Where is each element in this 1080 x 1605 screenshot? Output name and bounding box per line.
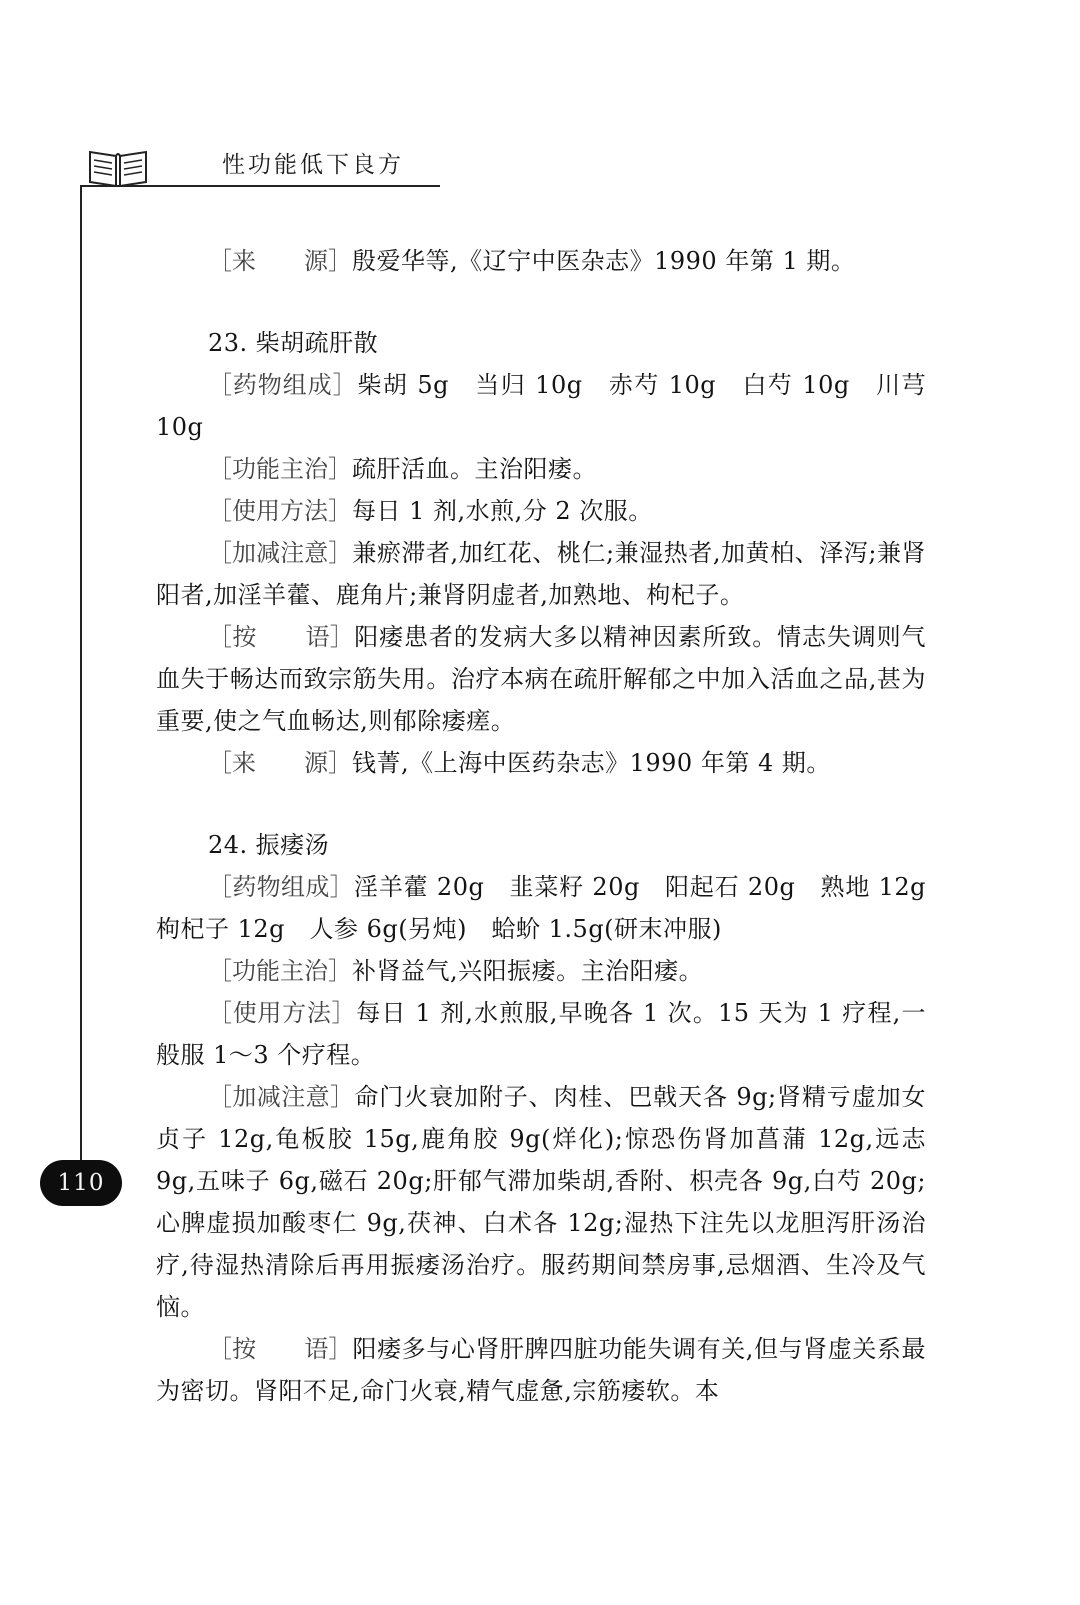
field-text: 阳痿多与心肾肝脾四脏功能失调有关,但与肾虚关系最为密切。肾阳不足,命门火衰,精气虚惫,宗筋痿软。本 [156,1335,926,1405]
paragraph-ingredients-23 [156,364,926,448]
page-number-tab: 110 [40,1160,122,1206]
field-text: 钱菁,《上海中医药杂志》1990 年第 4 期。 [352,749,831,777]
field-label: ［来 源］ [208,247,352,275]
recipe-number: 23. [208,329,248,357]
paragraph-comment-23 [156,616,926,742]
field-label: ［功能主治］ [208,455,352,483]
paragraph-ingredients-24 [156,866,951,950]
field-label: ［使用方法］ [208,497,352,525]
field-text: 每日 1 剂,水煎,分 2 次服。 [352,497,653,525]
paragraph-usage-23 [156,490,926,532]
field-label: ［使用方法］ [208,999,357,1027]
paragraph-function-24 [156,950,926,992]
paragraph-usage-24 [156,992,926,1076]
field-label: ［按 语］ [208,1335,353,1363]
field-label: ［加减注意］ [208,1083,355,1111]
field-text: 每日 1 剂,水煎服,早晚各 1 次。15 天为 1 疗程,一般服 1～3 个疗程。 [156,999,926,1069]
field-text: 命门火衰加附子、肉桂、巴戟天各 9g;肾精亏虚加女贞子 12g,龟板胶 15g,鹿角胶 9g(烊化);惊恐伤肾加菖蒲 12g,远志 9g,五味子 6g,磁石 20g;肝郁气滞加柴胡,香附、枳壳各 9g,白芍 20g;心脾虚损加酸枣仁 9g,茯神、白术各 12g;湿热下注先以龙胆泻肝汤治疗,待湿热清除后再用振痿汤治疗。服药期间禁房事,忌烟酒、生冷及气恼。 [156,1083,926,1321]
field-label: ［来 源］ [208,749,352,777]
paragraph-source-22 [156,240,926,282]
field-label: ［功能主治］ [208,957,352,985]
field-text: 殷爱华等,《辽宁中医杂志》1990 年第 1 期。 [352,247,856,275]
paragraph-modification-24 [156,1076,926,1328]
field-label: ［药物组成］ [208,371,358,399]
paragraph-modification-23 [156,532,926,616]
section-gap [156,282,926,322]
field-text: 疏肝活血。主治阳痿。 [352,455,597,483]
field-label: ［药物组成］ [208,873,354,901]
recipe-title: 振痿汤 [255,831,330,859]
header-rule [80,185,440,187]
body-text [156,240,951,1412]
paragraph-comment-24 [156,1328,926,1412]
margin-rule [80,185,82,1165]
field-label: ［按 语］ [208,623,355,651]
field-text: 阳痿患者的发病大多以精神因素所致。情志失调则气血失于畅达而致宗筋失用。治疗本病在疏肝解郁之中加入活血之品,甚为重要,使之气血畅达,则郁除痿瘥。 [156,623,926,735]
recipe-number: 24. [208,831,248,859]
open-book-icon [86,144,150,188]
running-title: 性功能低下良方 [222,152,404,178]
section-gap [156,784,926,824]
field-text: 柴胡 5g 当归 10g 赤芍 10g 白芍 10g 川芎 10g [156,371,927,441]
paragraph-source-23 [156,742,926,784]
field-text: 补肾益气,兴阳振痿。主治阳痿。 [352,957,704,985]
recipe-title: 柴胡疏肝散 [255,329,379,357]
field-text: 淫羊藿 20g 韭菜籽 20g 阳起石 20g 熟地 12g 枸杞子 12g 人参 6g(另炖) 蛤蚧 1.5g(研末冲服) [156,873,951,943]
recipe-heading-23 [156,322,926,364]
field-label: ［加减注意］ [208,539,353,567]
recipe-heading-24 [156,824,926,866]
paragraph-function-23 [156,448,926,490]
field-text: 兼瘀滞者,加红花、桃仁;兼湿热者,加黄柏、泽泻;兼肾阳者,加淫羊藿、鹿角片;兼肾阴虚者,加熟地、枸杞子。 [156,539,927,609]
